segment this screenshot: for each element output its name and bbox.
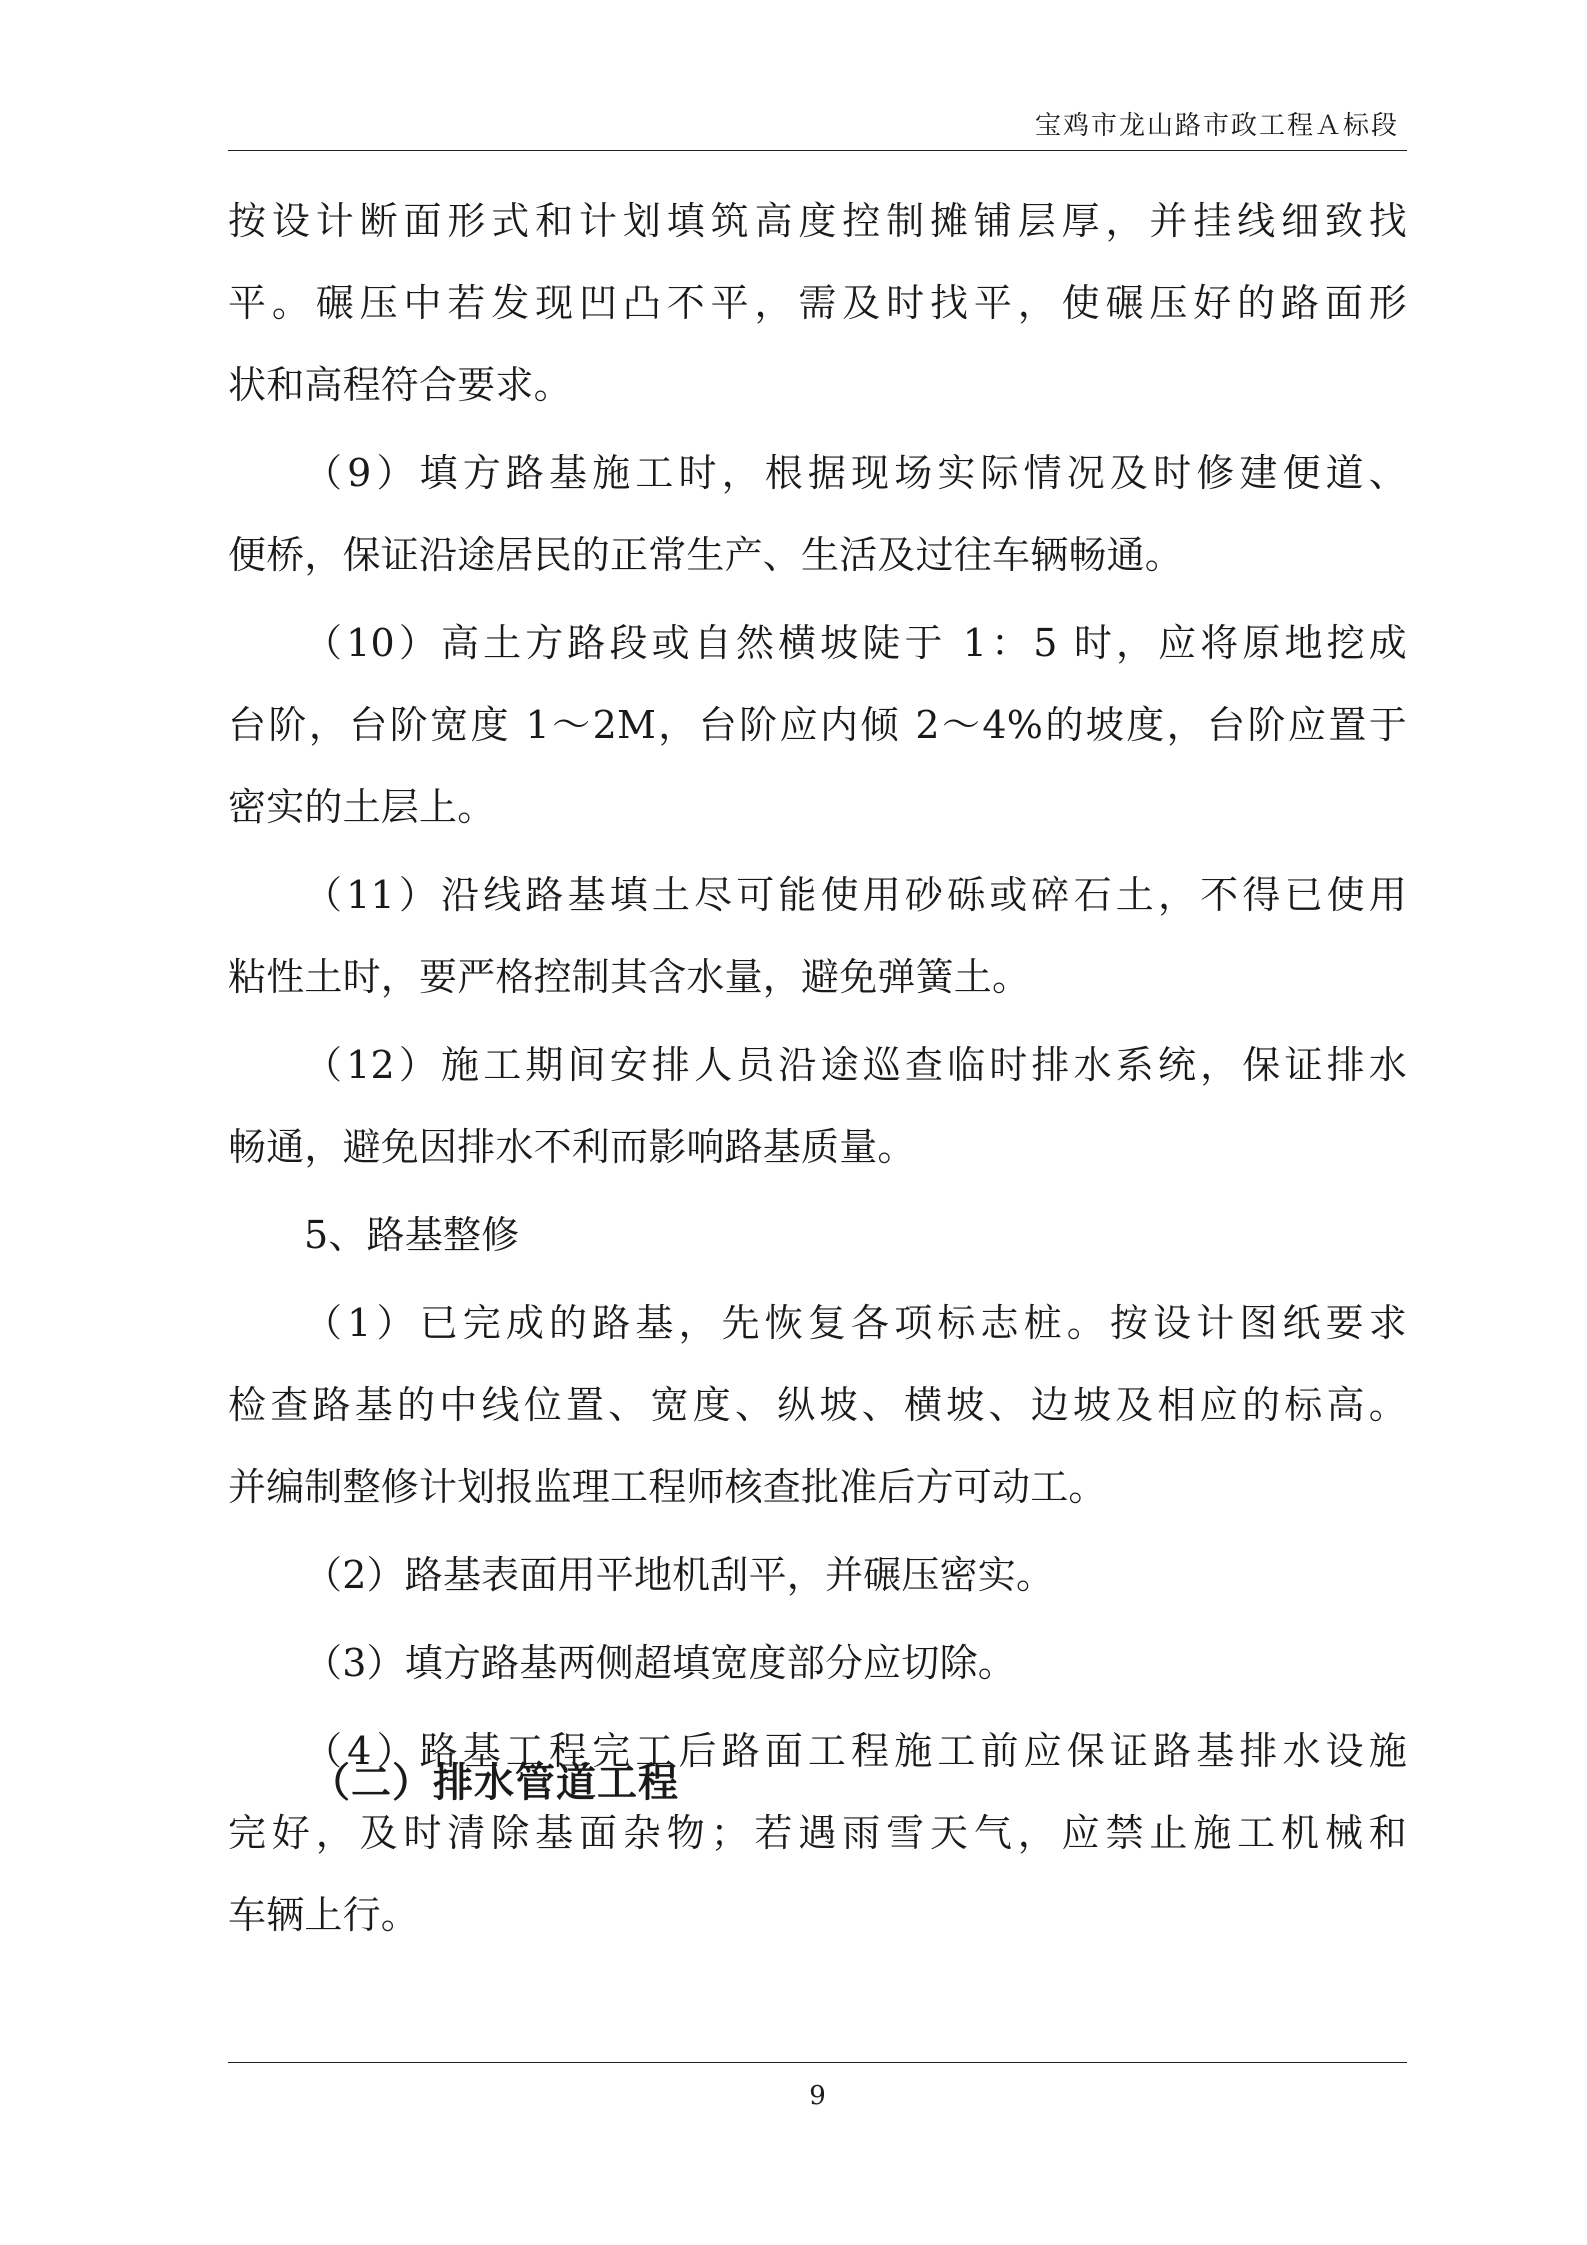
paragraph-line: 台阶，台阶宽度 1～2M，台阶应内倾 2～4%的坡度，台阶应置于 [228,703,1407,747]
page-number: 9 [809,2081,826,2111]
document-body [228,180,1407,1956]
page-header [228,106,1407,151]
paragraph-line: （4）路基工程完工后路面工程施工前应保证路基排水设施 [304,1729,1407,1773]
paragraph-line: （2）路基表面用平地机刮平，并碾压密实。 [304,1553,1055,1597]
paragraph-line: 按设计断面形式和计划填筑高度控制摊铺层厚，并挂线细致找 [228,199,1407,243]
section-heading: （二）排水管道工程 [310,1759,679,1806]
paragraph-line: 车辆上行。 [228,1893,420,1937]
paragraph-line: 完好，及时清除基面杂物；若遇雨雪天气，应禁止施工机械和 [228,1811,1407,1855]
paragraph-line: （9）填方路基施工时，根据现场实际情况及时修建便道、 [304,451,1407,495]
subsection-heading: 5、路基整修 [304,1213,520,1257]
header-title: 宝鸡市龙山路市政工程Ａ标段 [1034,111,1399,141]
paragraph-line: （3）填方路基两侧超填宽度部分应切除。 [304,1641,1016,1685]
paragraph-line: 并编制整修计划报监理工程师核查批准后方可动工。 [228,1465,1107,1509]
paragraph-line: 平。碾压中若发现凹凸不平，需及时找平，使碾压好的路面形 [228,281,1407,325]
paragraph-line: 密实的土层上。 [228,785,496,829]
paragraph-line: 状和高程符合要求。 [228,363,572,407]
paragraph-line: 便桥，保证沿途居民的正常生产、生活及过往车辆畅通。 [228,533,1184,577]
paragraph-line: 粘性土时，要严格控制其含水量，避免弹簧土。 [228,955,1031,999]
paragraph-line: （12）施工期间安排人员沿途巡查临时排水系统，保证排水 [304,1043,1407,1087]
paragraph-line: 检查路基的中线位置、宽度、纵坡、横坡、边坡及相应的标高。 [228,1383,1407,1427]
paragraph-line: （11）沿线路基填土尽可能使用砂砾或碎石土，不得已使用 [304,873,1407,917]
paragraph-line: （10）高土方路段或自然横坡陡于 1：5 时，应将原地挖成 [304,621,1407,665]
page-footer [228,2062,1407,2111]
paragraph-line: （1）已完成的路基，先恢复各项标志桩。按设计图纸要求 [304,1301,1407,1345]
paragraph-line: 畅通，避免因排水不利而影响路基质量。 [228,1125,916,1169]
